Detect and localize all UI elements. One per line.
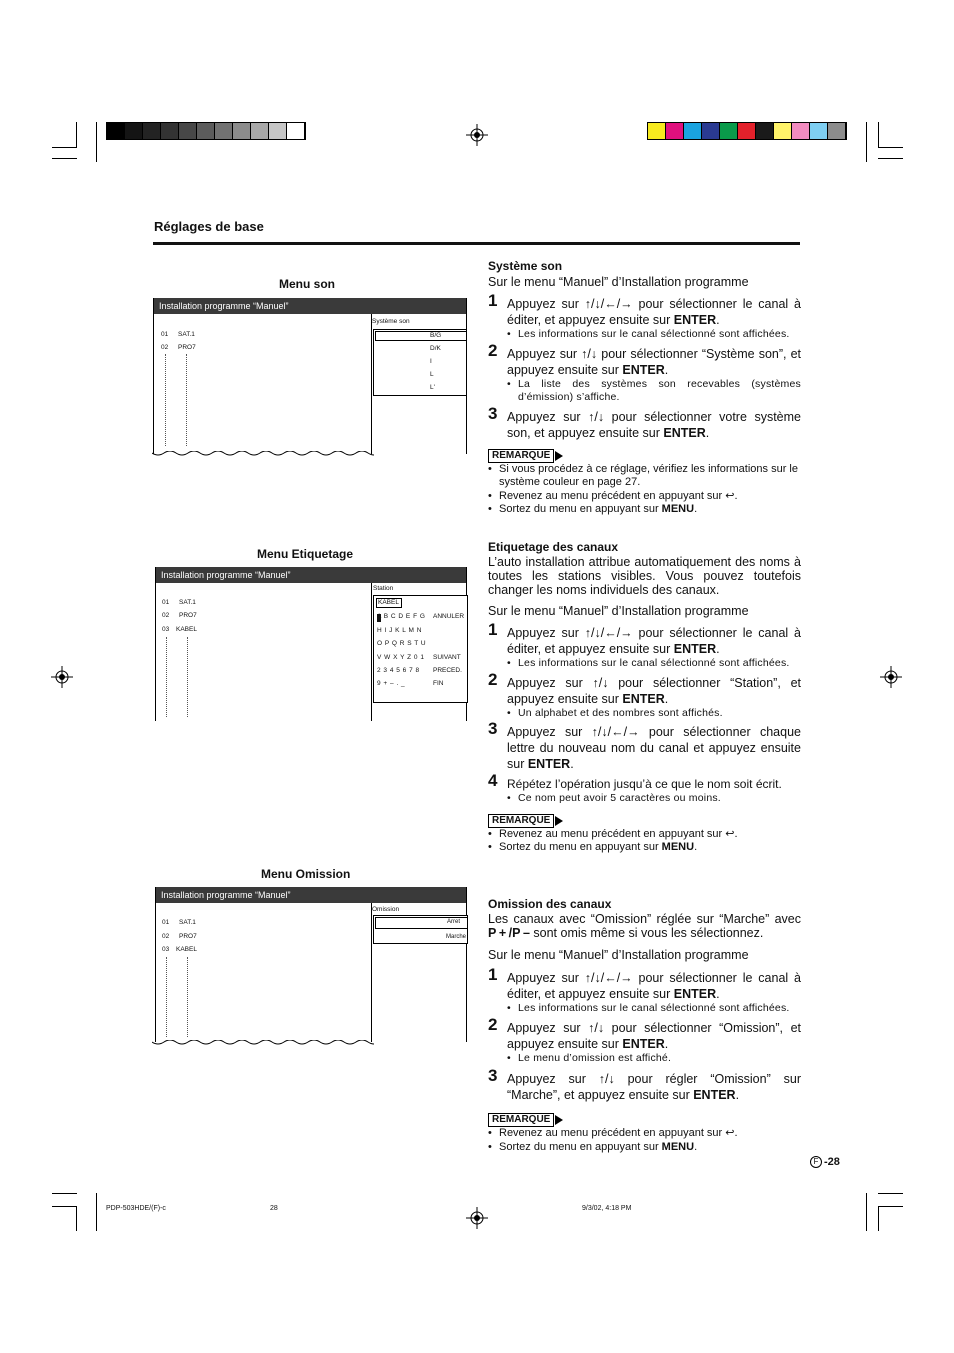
registration-mark-icon — [51, 666, 73, 688]
popup-title: Station — [373, 585, 394, 592]
channel-number: 02 — [162, 933, 170, 940]
keyboard-row[interactable]: V W X Y Z 0 1 — [377, 654, 424, 661]
menu-title: Installation programme “Manuel” — [156, 887, 466, 903]
step: 4 Répétez l’opération jusqu’à ce que le nom soit écrit. — [488, 771, 782, 791]
channel-name: PRO7 — [179, 933, 197, 940]
omission-popup — [373, 915, 468, 944]
section-title: Réglages de base — [154, 219, 264, 234]
channel-number: 03 — [162, 626, 170, 633]
channel-number: 02 — [161, 344, 169, 351]
menu-omission-screen — [155, 887, 467, 1042]
keyboard-row[interactable]: A B C D E F G — [377, 613, 425, 620]
etiquetage-section — [488, 539, 801, 855]
option[interactable]: L — [430, 371, 434, 378]
menu-son-screen — [153, 298, 467, 454]
remarque-label: REMARQUE — [488, 1113, 563, 1127]
swatch — [810, 123, 828, 139]
keyboard-row[interactable]: 2 3 4 5 6 7 8 — [377, 667, 420, 674]
option[interactable]: Marche — [446, 934, 467, 940]
step: 3 Appuyez sur ↑/↓/←/→ pour sélectionner chaque lettre du nouveau nom du canal et appuyez ensuite sur ENTER. — [488, 719, 801, 771]
channel-name: SAT.1 — [179, 599, 196, 606]
station-keyboard-popup — [373, 595, 468, 703]
swatch — [197, 123, 215, 139]
menu-son-caption: Menu son — [279, 277, 335, 291]
torn-edge — [152, 1040, 374, 1046]
keyboard-action[interactable]: PRECED. — [433, 667, 462, 674]
step-note: • La liste des systèmes son recevables (systèmes d’émission) s’affiche. — [488, 378, 801, 405]
option[interactable]: Arret — [447, 919, 461, 925]
swatch — [702, 123, 720, 139]
step-note: • Un alphabet et des nombres sont affichés. — [488, 707, 801, 721]
swatch — [720, 123, 738, 139]
sound-system-popup — [373, 329, 467, 396]
menu-etiquetage-screen — [155, 567, 467, 721]
keyboard-row[interactable]: O P Q R S T U — [377, 640, 426, 647]
language-badge: F — [810, 1156, 822, 1168]
remarque-label: REMARQUE — [488, 449, 563, 463]
channel-number: 01 — [162, 919, 170, 926]
swatch — [269, 123, 287, 139]
swatch — [828, 123, 846, 139]
channel-list — [154, 298, 372, 454]
registration-mark-icon — [466, 124, 488, 146]
page-number: F -28 — [810, 1156, 840, 1168]
step-note: • Les informations sur le canal sélectionné sont affichées. — [488, 657, 801, 671]
step: 1 Appuyez sur ↑/↓/←/→ pour sélectionner le canal à éditer, et appuyez ensuite sur ENTER. — [488, 965, 801, 1001]
menu-title: Installation programme “Manuel” — [156, 567, 466, 583]
channel-name: PRO7 — [178, 344, 196, 351]
registration-mark-icon — [880, 666, 902, 688]
torn-edge — [152, 451, 374, 457]
note: • Sortez du menu en appuyant sur MENU. — [488, 1141, 801, 1155]
step: 1 Appuyez sur ↑/↓/←/→ pour sélectionner le canal à éditer, et appuyez ensuite sur ENTER. — [488, 291, 801, 327]
channel-number: 03 — [162, 946, 170, 953]
note: • Revenez au menu précédent en appuyant sur ↩. — [488, 490, 801, 504]
keyboard-action[interactable]: FIN — [433, 680, 444, 687]
swatch — [648, 123, 666, 139]
swatch — [179, 123, 197, 139]
swatch — [215, 123, 233, 139]
swatch — [666, 123, 684, 139]
keyboard-action[interactable]: SUIVANT — [433, 654, 461, 661]
swatch — [107, 123, 125, 139]
intro-text: Sur le menu “Manuel” d’Installation programme — [488, 948, 749, 962]
step: 1 Appuyez sur ↑/↓/←/→ pour sélectionner le canal à éditer, et appuyez ensuite sur ENTER. — [488, 620, 801, 656]
swatch — [792, 123, 810, 139]
option[interactable]: L' — [430, 384, 435, 391]
swatch — [756, 123, 774, 139]
step: 3 Appuyez sur ↑/↓ pour régler “Omission” sur “Marche”, et appuyez ensuite sur ENTER. — [488, 1066, 801, 1102]
step-note: • Les informations sur le canal sélectionné sont affichées. — [488, 1002, 801, 1016]
step: 3 Appuyez sur ↑/↓ pour sélectionner votre système son, et appuyez ensuite sur ENTER. — [488, 403, 801, 440]
swatch — [161, 123, 179, 139]
swatch — [738, 123, 756, 139]
channel-name: PRO7 — [179, 612, 197, 619]
station-value: KABEL — [378, 599, 399, 606]
footer-page: 28 — [270, 1205, 278, 1212]
popup-title: Omission — [372, 906, 400, 913]
swatch — [251, 123, 269, 139]
note: • Revenez au menu précédent en appuyant sur ↩. — [488, 1127, 801, 1141]
channel-number: 01 — [161, 331, 169, 338]
channel-name: SAT.1 — [178, 331, 195, 338]
channel-list — [156, 887, 372, 1042]
color-calibration-strip — [647, 122, 847, 140]
section-heading: Etiquetage des canaux — [488, 540, 619, 554]
paragraph: L’auto installation attribue automatiquement des noms à toutes les stations visibles. Vous pouvez toutefois changer les noms individuels des canaux. — [488, 555, 801, 597]
channel-number: 01 — [162, 599, 170, 606]
step-note: • Le menu d’omission est affiché. — [488, 1052, 801, 1066]
keyboard-row[interactable]: 9 + – . _ — [377, 680, 405, 687]
channel-name: KABEL — [176, 626, 197, 633]
swatch — [143, 123, 161, 139]
keyboard-action[interactable]: ANNULER — [433, 613, 465, 620]
gray-calibration-strip — [106, 122, 306, 140]
omission-section — [488, 896, 801, 1154]
keyboard-row[interactable]: H I J K L M N — [377, 627, 422, 634]
section-rule — [153, 242, 800, 245]
remarque-label: REMARQUE — [488, 814, 563, 828]
menu-title: Installation programme “Manuel” — [154, 298, 466, 314]
systeme-son-section — [488, 258, 801, 517]
option[interactable]: D/K — [430, 345, 441, 352]
channel-list — [156, 567, 372, 721]
intro-text: Sur le menu “Manuel” d’Installation programme — [488, 604, 749, 618]
note: • Revenez au menu précédent en appuyant sur ↩. — [488, 828, 801, 842]
channel-number: 02 — [162, 612, 170, 619]
channel-name: KABEL — [176, 946, 197, 953]
popup-title: Système son — [372, 318, 410, 325]
step: 2 Appuyez sur ↑/↓ pour sélectionner “Station”, et appuyez ensuite sur ENTER. — [488, 669, 801, 706]
footer-file: PDP-503HDE/(F)-c — [106, 1205, 166, 1212]
step: 2 Appuyez sur ↑/↓ pour sélectionner “Système son”, et appuyez ensuite sur ENTER. — [488, 340, 801, 377]
step-note: • Les informations sur le canal sélectionné sont affichées. — [488, 328, 801, 342]
paragraph: Les canaux avec “Omission” réglée sur “Marche” avec P + /P – sont omis même si vous les sélectionnez. — [488, 912, 801, 940]
section-heading: Omission des canaux — [488, 897, 612, 911]
swatch — [774, 123, 792, 139]
step: 2 Appuyez sur ↑/↓ pour sélectionner “Omission”, et appuyez ensuite sur ENTER. — [488, 1014, 801, 1051]
note: • Si vous procédez à ce réglage, vérifiez les informations sur le système couleur en page 27. — [488, 463, 801, 490]
note: • Sortez du menu en appuyant sur MENU. — [488, 503, 801, 517]
intro-text: Sur le menu “Manuel” d’Installation programme — [488, 275, 749, 289]
channel-name: SAT.1 — [179, 919, 196, 926]
step-note: • Ce nom peut avoir 5 caractères ou moins. — [488, 792, 801, 806]
footer-date: 9/3/02, 4:18 PM — [582, 1205, 632, 1212]
option[interactable]: B/G — [430, 332, 442, 339]
section-heading: Système son — [488, 259, 563, 273]
swatch — [125, 123, 143, 139]
swatch — [287, 123, 305, 139]
menu-etiquetage-caption: Menu Etiquetage — [257, 547, 354, 561]
swatch — [684, 123, 702, 139]
registration-mark-icon — [466, 1207, 488, 1229]
option[interactable]: I — [430, 358, 432, 365]
menu-omission-caption: Menu Omission — [261, 867, 351, 881]
note: • Sortez du menu en appuyant sur MENU. — [488, 841, 801, 855]
swatch — [233, 123, 251, 139]
